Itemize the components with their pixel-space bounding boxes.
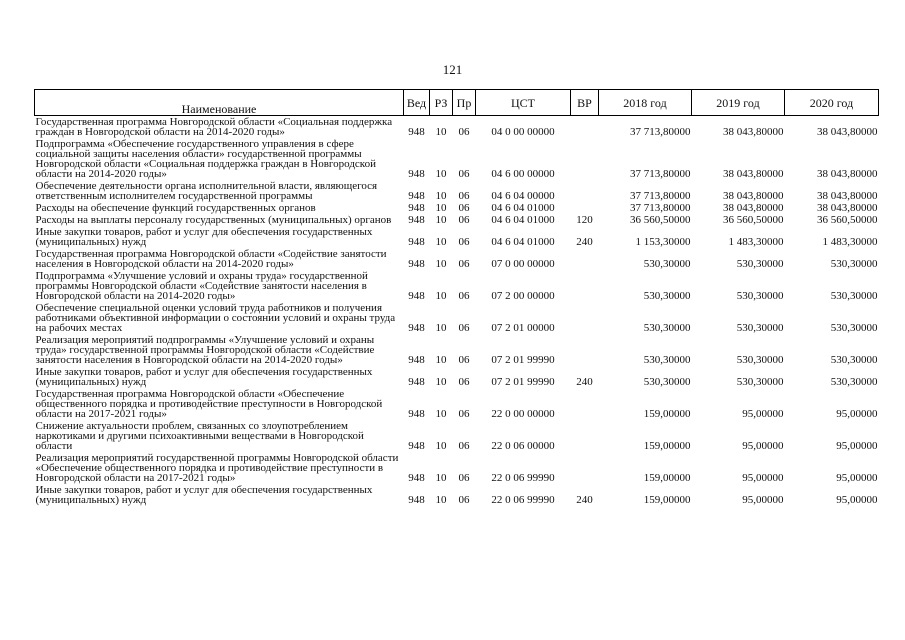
cell-pr: 06 [458,354,470,366]
cell-cst: 04 6 04 00000 [491,190,555,202]
cell-2020: 95,00000 [836,494,878,506]
cell-cst: 22 0 06 99990 [491,494,555,506]
cell-2018: 159,00000 [643,472,691,484]
cell-vr [571,388,599,420]
table-row [35,248,879,270]
table-row [35,180,879,202]
cell-ved: 948 [408,214,425,226]
header-rz: РЗ [430,90,453,116]
cell-vr [571,302,599,334]
cell-2018: 159,00000 [643,494,691,506]
cell-ved: 948 [408,202,425,214]
cell-ved: 948 [408,494,425,506]
cell-name: Иные закупки товаров, работ и услуг для обеспечения государственных (муниципальных) нужд [35,226,373,248]
budget-table [34,89,879,506]
cell-cst: 04 6 04 01000 [491,202,555,214]
cell-vr: 240 [576,376,593,388]
cell-rz: 10 [435,408,447,420]
cell-pr: 06 [458,290,470,302]
table-row [35,116,879,139]
cell-name: Расходы на выплаты персоналу государственных (муниципальных) органов [35,214,392,226]
cell-cst: 07 2 01 00000 [491,322,555,334]
cell-name: Обеспечение специальной оценки условий труда работников и получения работниками объективной информации о состоянии условий и охраны труда на рабочих местах [35,302,396,334]
cell-2018: 37 713,80000 [630,190,691,202]
cell-pr: 06 [458,202,470,214]
cell-name: Государственная программа Новгородской области «Обеспечение общественного порядка и противодействие преступности в Новгородской области на 2017-2021 годы» [35,388,383,420]
cell-rz: 10 [435,472,447,484]
header-2019: 2019 год [692,90,785,116]
header-vr: ВР [571,90,599,116]
cell-ved: 948 [408,408,425,420]
cell-2019: 95,00000 [742,472,784,484]
cell-ved: 948 [408,376,425,388]
cell-cst: 22 0 06 99990 [491,472,555,484]
cell-2018: 159,00000 [643,440,691,452]
cell-name: Обеспечение деятельности органа исполнительной власти, являющегося ответственным исполнителем государственной программы [35,180,378,202]
cell-ved: 948 [408,236,425,248]
cell-pr: 06 [458,322,470,334]
cell-2018: 37 713,80000 [630,202,691,214]
table-row [35,226,879,248]
cell-name: Снижение актуальности проблем, связанных со злоупотреблением наркотиками и другими психоактивными веществами в Новгородской области [35,420,364,452]
cell-vr [571,180,599,202]
cell-vr [571,138,599,180]
cell-2020: 36 560,50000 [817,214,878,226]
cell-2019: 530,30000 [736,258,784,270]
cell-name: Иные закупки товаров, работ и услуг для обеспечения государственных (муниципальных) нужд [35,366,373,388]
cell-2019: 38 043,80000 [723,168,784,180]
cell-2019: 530,30000 [736,322,784,334]
cell-rz: 10 [435,258,447,270]
header-ved: Вед [404,90,430,116]
table-row [35,484,879,506]
cell-2019: 530,30000 [736,290,784,302]
cell-2018: 530,30000 [643,354,691,366]
cell-vr: 240 [576,236,593,248]
cell-2018: 530,30000 [643,258,691,270]
cell-2020: 530,30000 [830,376,878,388]
cell-2020: 530,30000 [830,354,878,366]
cell-2019: 95,00000 [742,408,784,420]
cell-name: Государственная программа Новгородской области «Социальная поддержка граждан в Новгородской области на 2014-2020 годы» [35,116,393,138]
cell-rz: 10 [435,494,447,506]
cell-2019: 38 043,80000 [723,126,784,138]
cell-2020: 530,30000 [830,322,878,334]
cell-2020: 95,00000 [836,472,878,484]
cell-2019: 95,00000 [742,440,784,452]
cell-cst: 07 2 00 00000 [491,290,555,302]
cell-pr: 06 [458,408,470,420]
cell-vr: 240 [576,494,593,506]
cell-name: Реализация мероприятий подпрограммы «Улучшение условий и охраны труда» государственной программы Новгородской области «Содействие занятости населения в Новгородской области на 2014-2020 годы» [35,334,375,366]
cell-rz: 10 [435,214,447,226]
cell-ved: 948 [408,354,425,366]
cell-vr [571,116,599,139]
cell-ved: 948 [408,258,425,270]
cell-name: Государственная программа Новгородской области «Содействие занятости населения в Новгородской области на 2014-2020 годы» [35,248,387,270]
cell-rz: 10 [435,440,447,452]
header-2018: 2018 год [599,90,692,116]
cell-rz: 10 [435,290,447,302]
page-number: 121 [442,62,463,77]
cell-ved: 948 [408,440,425,452]
cell-name: Подпрограмма «Обеспечение государственного управления в сфере социальной защиты населения области» государственной программы Новгородской области «Социальная поддержка граждан в Новгородской области на 2014-2020 годы» [35,138,376,180]
cell-2019: 36 560,50000 [723,214,784,226]
cell-2019: 1 483,30000 [728,236,784,248]
cell-2020: 38 043,80000 [817,168,878,180]
cell-rz: 10 [435,236,447,248]
table-row [35,214,879,226]
table-row [35,452,879,484]
table-row [35,420,879,452]
cell-cst: 04 0 00 00000 [491,126,555,138]
cell-rz: 10 [435,190,447,202]
cell-rz: 10 [435,202,447,214]
header-pr: Пр [453,90,476,116]
cell-pr: 06 [458,440,470,452]
cell-2020: 95,00000 [836,440,878,452]
table-row [35,302,879,334]
cell-pr: 06 [458,168,470,180]
cell-cst: 07 2 01 99990 [491,354,555,366]
cell-pr: 06 [458,376,470,388]
cell-2018: 530,30000 [643,376,691,388]
cell-2019: 530,30000 [736,376,784,388]
cell-vr [571,452,599,484]
cell-ved: 948 [408,168,425,180]
cell-cst: 22 0 06 00000 [491,440,555,452]
cell-pr: 06 [458,236,470,248]
cell-2018: 159,00000 [643,408,691,420]
cell-rz: 10 [435,168,447,180]
cell-vr [571,270,599,302]
cell-rz: 10 [435,354,447,366]
cell-cst: 22 0 00 00000 [491,408,555,420]
cell-cst: 07 2 01 99990 [491,376,555,388]
cell-2020: 1 483,30000 [822,236,878,248]
cell-2020: 530,30000 [830,290,878,302]
cell-vr [571,420,599,452]
cell-vr [571,334,599,366]
cell-rz: 10 [435,322,447,334]
cell-2018: 37 713,80000 [630,168,691,180]
cell-name: Реализация мероприятий государственной программы Новгородской области «Обеспечение общественного порядка и противодействие преступности в Новгородской области на 2017-2021 годы» [35,452,399,484]
cell-name: Подпрограмма «Улучшение условий и охраны труда» государственной программы Новгородской области «Содействие занятости населения в Новгородской области на 2014-2020 годы» [35,270,368,302]
table-row [35,270,879,302]
cell-2020: 38 043,80000 [817,126,878,138]
cell-vr: 120 [576,214,593,226]
table-row [35,366,879,388]
header-name: Наименование [35,90,404,116]
cell-2019: 38 043,80000 [723,202,784,214]
table-row [35,334,879,366]
cell-2020: 95,00000 [836,408,878,420]
table-header-row [35,90,879,116]
cell-pr: 06 [458,126,470,138]
cell-ved: 948 [408,322,425,334]
cell-cst: 04 6 04 01000 [491,214,555,226]
cell-rz: 10 [435,376,447,388]
cell-pr: 06 [458,494,470,506]
cell-2020: 38 043,80000 [817,190,878,202]
cell-2019: 95,00000 [742,494,784,506]
cell-2019: 530,30000 [736,354,784,366]
cell-2018: 1 153,30000 [635,236,691,248]
cell-pr: 06 [458,258,470,270]
cell-cst: 04 6 00 00000 [491,168,555,180]
cell-pr: 06 [458,190,470,202]
cell-2018: 36 560,50000 [630,214,691,226]
cell-2020: 38 043,80000 [817,202,878,214]
cell-vr [571,202,599,214]
cell-vr [571,248,599,270]
cell-ved: 948 [408,290,425,302]
cell-2018: 530,30000 [643,290,691,302]
cell-ved: 948 [408,190,425,202]
cell-name: Расходы на обеспечение функций государственных органов [35,202,316,214]
cell-2018: 37 713,80000 [630,126,691,138]
cell-cst: 04 6 04 01000 [491,236,555,248]
cell-2020: 530,30000 [830,258,878,270]
cell-ved: 948 [408,472,425,484]
cell-pr: 06 [458,214,470,226]
cell-cst: 07 0 00 00000 [491,258,555,270]
header-cst: ЦСТ [476,90,571,116]
cell-ved: 948 [408,126,425,138]
header-2020: 2020 год [785,90,879,116]
cell-rz: 10 [435,126,447,138]
cell-name: Иные закупки товаров, работ и услуг для обеспечения государственных (муниципальных) нужд [35,484,373,506]
cell-2018: 530,30000 [643,322,691,334]
table-row [35,202,879,214]
table-row [35,138,879,180]
cell-2019: 38 043,80000 [723,190,784,202]
cell-pr: 06 [458,472,470,484]
table-row [35,388,879,420]
